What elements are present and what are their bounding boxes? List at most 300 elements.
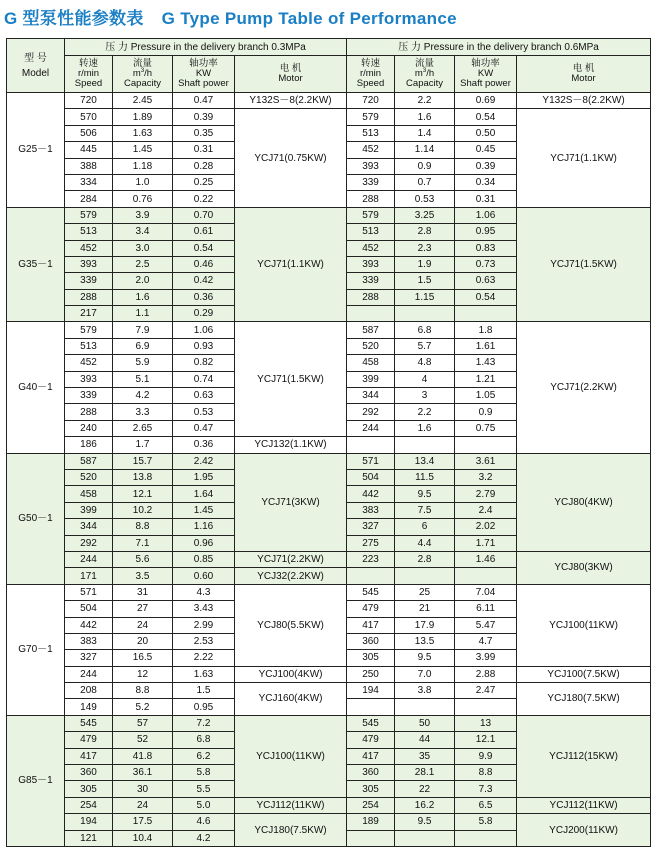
- model-cell: G50－1: [7, 453, 65, 584]
- model-cell: G70－1: [7, 584, 65, 715]
- capacity-cell: 0.9: [395, 158, 455, 174]
- speed-cell: 720: [347, 93, 395, 109]
- shaft-power-cell: 0.39: [173, 109, 235, 125]
- shaft-power-cell: 9.9: [455, 748, 517, 764]
- capacity-cell: 5.6: [113, 551, 173, 567]
- header-speed-cn: 转速: [78, 58, 98, 69]
- capacity-cell: 1.14: [395, 142, 455, 158]
- speed-cell: 417: [65, 748, 113, 764]
- speed-cell: 720: [65, 93, 113, 109]
- speed-cell: 194: [347, 683, 395, 699]
- header-motor: [517, 56, 651, 93]
- capacity-cell: [395, 437, 455, 453]
- capacity-cell: 24: [113, 797, 173, 813]
- capacity-cell: 10.2: [113, 502, 173, 518]
- header-pressure-06: 压 力 Pressure in the delivery branch 0.6MPa: [347, 39, 651, 56]
- capacity-cell: 1.89: [113, 109, 173, 125]
- header-shaft-power-cn: 轴功率: [471, 58, 500, 69]
- capacity-cell: 16.5: [113, 650, 173, 666]
- speed-cell: 513: [347, 125, 395, 141]
- shaft-power-cell: 0.82: [173, 355, 235, 371]
- speed-cell: 513: [65, 338, 113, 354]
- motor-cell: YCJ71(3KW): [235, 453, 347, 551]
- shaft-power-cell: 1.16: [173, 519, 235, 535]
- speed-cell: 452: [347, 142, 395, 158]
- speed-cell: 393: [65, 371, 113, 387]
- capacity-cell: 4.4: [395, 535, 455, 551]
- header-capacity-en: Capacity: [406, 78, 444, 89]
- title-en: G Type Pump Table of Performance: [161, 9, 457, 28]
- capacity-cell: 1.0: [113, 174, 173, 190]
- table-row: [7, 584, 651, 600]
- capacity-cell: 1.45: [113, 142, 173, 158]
- shaft-power-cell: 2.88: [455, 666, 517, 682]
- header-model: [7, 39, 65, 93]
- speed-cell: 399: [65, 502, 113, 518]
- shaft-power-cell: 2.79: [455, 486, 517, 502]
- shaft-power-cell: [455, 568, 517, 584]
- motor-cell: Y132S－8(2.2KW): [517, 93, 651, 109]
- header-pressure-03: 压 力 Pressure in the delivery branch 0.3MPa: [65, 39, 347, 56]
- speed-cell: 520: [65, 469, 113, 485]
- speed-cell: 417: [347, 617, 395, 633]
- capacity-cell: 44: [395, 732, 455, 748]
- model-cell: G40－1: [7, 322, 65, 453]
- shaft-power-cell: 1.45: [173, 502, 235, 518]
- motor-cell: YCJ112(11KW): [517, 797, 651, 813]
- shaft-power-cell: 0.75: [455, 420, 517, 436]
- speed-cell: 254: [65, 797, 113, 813]
- header-model-en: Model: [21, 67, 50, 79]
- speed-cell: 360: [65, 765, 113, 781]
- motor-cell: YCJ71(1.1KW): [517, 109, 651, 207]
- shaft-power-cell: 1.64: [173, 486, 235, 502]
- shaft-power-cell: 0.36: [173, 437, 235, 453]
- shaft-power-cell: 1.46: [455, 551, 517, 567]
- shaft-power-cell: 0.96: [173, 535, 235, 551]
- shaft-power-cell: 1.71: [455, 535, 517, 551]
- capacity-cell: 12: [113, 666, 173, 682]
- motor-cell: YCJ80(5.5KW): [235, 584, 347, 666]
- motor-cell: YCJ71(2.2KW): [235, 551, 347, 567]
- table-row: [7, 715, 651, 731]
- capacity-cell: 7.0: [395, 666, 455, 682]
- capacity-cell: 22: [395, 781, 455, 797]
- capacity-cell: 9.5: [395, 814, 455, 830]
- shaft-power-cell: 0.95: [173, 699, 235, 715]
- speed-cell: 383: [347, 502, 395, 518]
- header-capacity-en: Capacity: [124, 78, 161, 89]
- capacity-cell: 1.18: [113, 158, 173, 174]
- speed-cell: 388: [65, 158, 113, 174]
- capacity-cell: 0.76: [113, 191, 173, 207]
- speed-cell: 344: [65, 519, 113, 535]
- capacity-cell: 3.0: [113, 240, 173, 256]
- motor-cell: YCJ132(1.1KW): [235, 437, 347, 453]
- speed-cell: 339: [65, 273, 113, 289]
- capacity-cell: 3.9: [113, 207, 173, 223]
- capacity-cell: 3.25: [395, 207, 455, 223]
- shaft-power-cell: 0.46: [173, 256, 235, 272]
- speed-cell: 513: [65, 224, 113, 240]
- speed-cell: 587: [65, 453, 113, 469]
- speed-cell: 288: [65, 289, 113, 305]
- speed-cell: 442: [347, 486, 395, 502]
- capacity-cell: 20: [113, 633, 173, 649]
- speed-cell: [347, 830, 395, 846]
- shaft-power-cell: 0.34: [455, 174, 517, 190]
- speed-cell: 149: [65, 699, 113, 715]
- capacity-cell: 2.3: [395, 240, 455, 256]
- motor-cell: YCJ71(2.2KW): [517, 322, 651, 453]
- speed-cell: 240: [65, 420, 113, 436]
- shaft-power-cell: 0.25: [173, 174, 235, 190]
- shaft-power-cell: 4.6: [173, 814, 235, 830]
- shaft-power-cell: 2.53: [173, 633, 235, 649]
- speed-cell: 504: [65, 601, 113, 617]
- shaft-power-cell: 0.61: [173, 224, 235, 240]
- header-speed-cn: 转速: [361, 58, 381, 69]
- table-row: [7, 814, 651, 830]
- shaft-power-cell: 0.63: [455, 273, 517, 289]
- capacity-cell: 9.5: [395, 486, 455, 502]
- shaft-power-cell: 2.47: [455, 683, 517, 699]
- capacity-cell: 31: [113, 584, 173, 600]
- speed-cell: 244: [347, 420, 395, 436]
- shaft-power-cell: 13: [455, 715, 517, 731]
- header-capacity: [113, 56, 173, 93]
- shaft-power-cell: 0.74: [173, 371, 235, 387]
- capacity-cell: 6.8: [395, 322, 455, 338]
- header-shaft-power-cn: 轴功率: [189, 58, 218, 69]
- header-capacity-unit-post: /h: [144, 68, 153, 79]
- shaft-power-cell: 0.54: [173, 240, 235, 256]
- header-speed: [65, 56, 113, 93]
- speed-cell: 339: [347, 174, 395, 190]
- capacity-cell: 28.1: [395, 765, 455, 781]
- shaft-power-cell: 2.22: [173, 650, 235, 666]
- capacity-cell: 17.9: [395, 617, 455, 633]
- shaft-power-cell: 2.99: [173, 617, 235, 633]
- capacity-cell: [395, 306, 455, 322]
- speed-cell: 571: [65, 584, 113, 600]
- header-speed-unit: r/min: [359, 68, 382, 79]
- capacity-cell: 7.5: [395, 502, 455, 518]
- shaft-power-cell: 6.2: [173, 748, 235, 764]
- motor-cell: YCJ100(7.5KW): [517, 666, 651, 682]
- page-title: [4, 4, 457, 29]
- table-row: [7, 322, 651, 338]
- motor-cell: YCJ112(15KW): [517, 715, 651, 797]
- speed-cell: [347, 306, 395, 322]
- speed-cell: 223: [347, 551, 395, 567]
- model-cell: G35－1: [7, 207, 65, 322]
- capacity-cell: 3.3: [113, 404, 173, 420]
- header-motor-en: Motor: [278, 73, 303, 84]
- speed-cell: 513: [347, 224, 395, 240]
- motor-cell: Y132S－8(2.2KW): [235, 93, 347, 109]
- capacity-cell: 1.15: [395, 289, 455, 305]
- group-g25-1: [7, 93, 651, 208]
- capacity-cell: [395, 568, 455, 584]
- capacity-cell: [395, 830, 455, 846]
- speed-cell: 244: [65, 666, 113, 682]
- shaft-power-cell: 0.69: [455, 93, 517, 109]
- speed-cell: 208: [65, 683, 113, 699]
- capacity-cell: 1.6: [113, 289, 173, 305]
- capacity-cell: 5.2: [113, 699, 173, 715]
- speed-cell: [347, 699, 395, 715]
- group-g40-1: [7, 322, 651, 453]
- capacity-cell: 24: [113, 617, 173, 633]
- table-row: [7, 551, 651, 567]
- speed-cell: 284: [65, 191, 113, 207]
- title-cn: G 型泵性能参数表: [4, 9, 144, 28]
- capacity-cell: 30: [113, 781, 173, 797]
- capacity-cell: 1.4: [395, 125, 455, 141]
- header-shaft-power: [455, 56, 517, 93]
- capacity-cell: 2.45: [113, 93, 173, 109]
- capacity-cell: 13.4: [395, 453, 455, 469]
- header-motor-en: Motor: [571, 73, 596, 84]
- speed-cell: 479: [347, 732, 395, 748]
- capacity-cell: 3.5: [113, 568, 173, 584]
- shaft-power-cell: [455, 437, 517, 453]
- shaft-power-cell: 3.61: [455, 453, 517, 469]
- motor-cell: YCJ80(4KW): [517, 453, 651, 551]
- speed-cell: 305: [347, 781, 395, 797]
- header-speed-en: Speed: [74, 78, 103, 89]
- capacity-cell: 57: [113, 715, 173, 731]
- shaft-power-cell: 0.9: [455, 404, 517, 420]
- motor-cell: YCJ71(0.75KW): [235, 109, 347, 207]
- speed-cell: 327: [347, 519, 395, 535]
- shaft-power-cell: 1.06: [173, 322, 235, 338]
- shaft-power-cell: 5.47: [455, 617, 517, 633]
- capacity-cell: 2.65: [113, 420, 173, 436]
- capacity-cell: 27: [113, 601, 173, 617]
- capacity-cell: 1.7: [113, 437, 173, 453]
- shaft-power-cell: 0.36: [173, 289, 235, 305]
- capacity-cell: 2.8: [395, 224, 455, 240]
- speed-cell: 244: [65, 551, 113, 567]
- table-row: [7, 666, 651, 682]
- speed-cell: 339: [65, 388, 113, 404]
- capacity-cell: 0.53: [395, 191, 455, 207]
- speed-cell: 506: [65, 125, 113, 141]
- shaft-power-cell: 1.05: [455, 388, 517, 404]
- speed-cell: 571: [347, 453, 395, 469]
- speed-cell: 171: [65, 568, 113, 584]
- header-motor-cn: 电 机: [572, 63, 595, 74]
- speed-cell: 254: [347, 797, 395, 813]
- shaft-power-cell: 0.73: [455, 256, 517, 272]
- capacity-cell: 15.7: [113, 453, 173, 469]
- shaft-power-cell: 0.63: [173, 388, 235, 404]
- shaft-power-cell: 0.83: [455, 240, 517, 256]
- group-g50-1: [7, 453, 651, 584]
- capacity-cell: 36.1: [113, 765, 173, 781]
- capacity-cell: 2.0: [113, 273, 173, 289]
- header-capacity-unit-sup: 3: [422, 68, 427, 74]
- speed-cell: 458: [347, 355, 395, 371]
- header-shaft-power-unit: KW: [195, 68, 212, 79]
- speed-cell: 479: [65, 732, 113, 748]
- capacity-cell: 1.5: [395, 273, 455, 289]
- speed-cell: 579: [65, 322, 113, 338]
- speed-cell: 305: [65, 781, 113, 797]
- speed-cell: 393: [347, 256, 395, 272]
- capacity-cell: 7.1: [113, 535, 173, 551]
- speed-cell: 189: [347, 814, 395, 830]
- speed-cell: 288: [347, 289, 395, 305]
- capacity-cell: 16.2: [395, 797, 455, 813]
- capacity-cell: 12.1: [113, 486, 173, 502]
- shaft-power-cell: 0.35: [173, 125, 235, 141]
- speed-cell: 520: [347, 338, 395, 354]
- speed-cell: 275: [347, 535, 395, 551]
- motor-cell: YCJ160(4KW): [235, 683, 347, 716]
- speed-cell: 305: [347, 650, 395, 666]
- table-row: [7, 207, 651, 223]
- shaft-power-cell: 0.53: [173, 404, 235, 420]
- header-speed-en: Speed: [356, 78, 385, 89]
- speed-cell: 458: [65, 486, 113, 502]
- capacity-cell: 4.2: [113, 388, 173, 404]
- group-g85-1: [7, 715, 651, 846]
- motor-cell: YCJ180(7.5KW): [517, 683, 651, 716]
- shaft-power-cell: 0.42: [173, 273, 235, 289]
- speed-cell: 217: [65, 306, 113, 322]
- shaft-power-cell: 6.11: [455, 601, 517, 617]
- shaft-power-cell: 7.3: [455, 781, 517, 797]
- shaft-power-cell: 0.45: [455, 142, 517, 158]
- shaft-power-cell: 12.1: [455, 732, 517, 748]
- shaft-power-cell: 5.0: [173, 797, 235, 813]
- shaft-power-cell: 4.3: [173, 584, 235, 600]
- motor-cell: YCJ100(4KW): [235, 666, 347, 682]
- shaft-power-cell: 6.5: [455, 797, 517, 813]
- speed-cell: 186: [65, 437, 113, 453]
- motor-cell: YCJ80(3KW): [517, 551, 651, 584]
- speed-cell: 360: [347, 633, 395, 649]
- capacity-cell: 0.7: [395, 174, 455, 190]
- shaft-power-cell: 7.04: [455, 584, 517, 600]
- shaft-power-cell: 0.60: [173, 568, 235, 584]
- motor-cell: YCJ71(1.5KW): [235, 322, 347, 437]
- shaft-power-cell: 2.42: [173, 453, 235, 469]
- shaft-power-cell: 5.8: [455, 814, 517, 830]
- capacity-cell: 25: [395, 584, 455, 600]
- shaft-power-cell: 1.63: [173, 666, 235, 682]
- header-capacity-unit-sup: 3: [140, 68, 145, 74]
- shaft-power-cell: 4.7: [455, 633, 517, 649]
- capacity-cell: 8.8: [113, 683, 173, 699]
- capacity-cell: [395, 699, 455, 715]
- shaft-power-cell: 8.8: [455, 765, 517, 781]
- shaft-power-cell: 7.2: [173, 715, 235, 731]
- capacity-cell: 3.8: [395, 683, 455, 699]
- header-model-cn: 型 号: [24, 52, 47, 64]
- shaft-power-cell: [455, 830, 517, 846]
- capacity-cell: 1.63: [113, 125, 173, 141]
- table-row: [7, 683, 651, 699]
- speed-cell: 288: [347, 191, 395, 207]
- capacity-cell: 5.9: [113, 355, 173, 371]
- capacity-cell: 41.8: [113, 748, 173, 764]
- shaft-power-cell: 0.70: [173, 207, 235, 223]
- capacity-cell: 17.5: [113, 814, 173, 830]
- shaft-power-cell: 0.29: [173, 306, 235, 322]
- capacity-cell: 13.8: [113, 469, 173, 485]
- speed-cell: 194: [65, 814, 113, 830]
- capacity-cell: 4: [395, 371, 455, 387]
- speed-cell: 545: [347, 715, 395, 731]
- table-row: [7, 93, 651, 109]
- capacity-cell: 11.5: [395, 469, 455, 485]
- shaft-power-cell: 1.5: [173, 683, 235, 699]
- group-g70-1: [7, 584, 651, 715]
- shaft-power-cell: 0.47: [173, 420, 235, 436]
- shaft-power-cell: 0.54: [455, 109, 517, 125]
- shaft-power-cell: 6.8: [173, 732, 235, 748]
- speed-cell: 587: [347, 322, 395, 338]
- header-motor-cn: 电 机: [279, 63, 302, 74]
- capacity-cell: 6: [395, 519, 455, 535]
- shaft-power-cell: 1.43: [455, 355, 517, 371]
- motor-cell: YCJ71(1.5KW): [517, 207, 651, 322]
- capacity-cell: 13.5: [395, 633, 455, 649]
- shaft-power-cell: 3.99: [455, 650, 517, 666]
- speed-cell: 545: [65, 715, 113, 731]
- table-row: [7, 797, 651, 813]
- speed-cell: 360: [347, 765, 395, 781]
- speed-cell: 393: [347, 158, 395, 174]
- table-header: [7, 39, 651, 93]
- motor-cell: YCJ180(7.5KW): [235, 814, 347, 847]
- capacity-cell: 1.6: [395, 109, 455, 125]
- speed-cell: 292: [65, 535, 113, 551]
- speed-cell: 579: [65, 207, 113, 223]
- capacity-cell: 8.8: [113, 519, 173, 535]
- capacity-cell: 1.1: [113, 306, 173, 322]
- model-cell: G85－1: [7, 715, 65, 846]
- speed-cell: 445: [65, 142, 113, 158]
- capacity-cell: 1.9: [395, 256, 455, 272]
- shaft-power-cell: 0.31: [173, 142, 235, 158]
- speed-cell: 570: [65, 109, 113, 125]
- speed-cell: 579: [347, 109, 395, 125]
- speed-cell: 452: [65, 240, 113, 256]
- speed-cell: [347, 437, 395, 453]
- motor-cell: YCJ112(11KW): [235, 797, 347, 813]
- capacity-cell: 3.4: [113, 224, 173, 240]
- shaft-power-cell: [455, 306, 517, 322]
- capacity-cell: 6.9: [113, 338, 173, 354]
- speed-cell: 121: [65, 830, 113, 846]
- speed-cell: 393: [65, 256, 113, 272]
- speed-cell: 442: [65, 617, 113, 633]
- speed-cell: 334: [65, 174, 113, 190]
- shaft-power-cell: 0.22: [173, 191, 235, 207]
- capacity-cell: 2.2: [395, 93, 455, 109]
- shaft-power-cell: 0.47: [173, 93, 235, 109]
- capacity-cell: 4.8: [395, 355, 455, 371]
- capacity-cell: 5.7: [395, 338, 455, 354]
- shaft-power-cell: 4.2: [173, 830, 235, 846]
- header-capacity-cn: 流量: [415, 58, 435, 69]
- header-speed-unit: r/min: [77, 68, 100, 79]
